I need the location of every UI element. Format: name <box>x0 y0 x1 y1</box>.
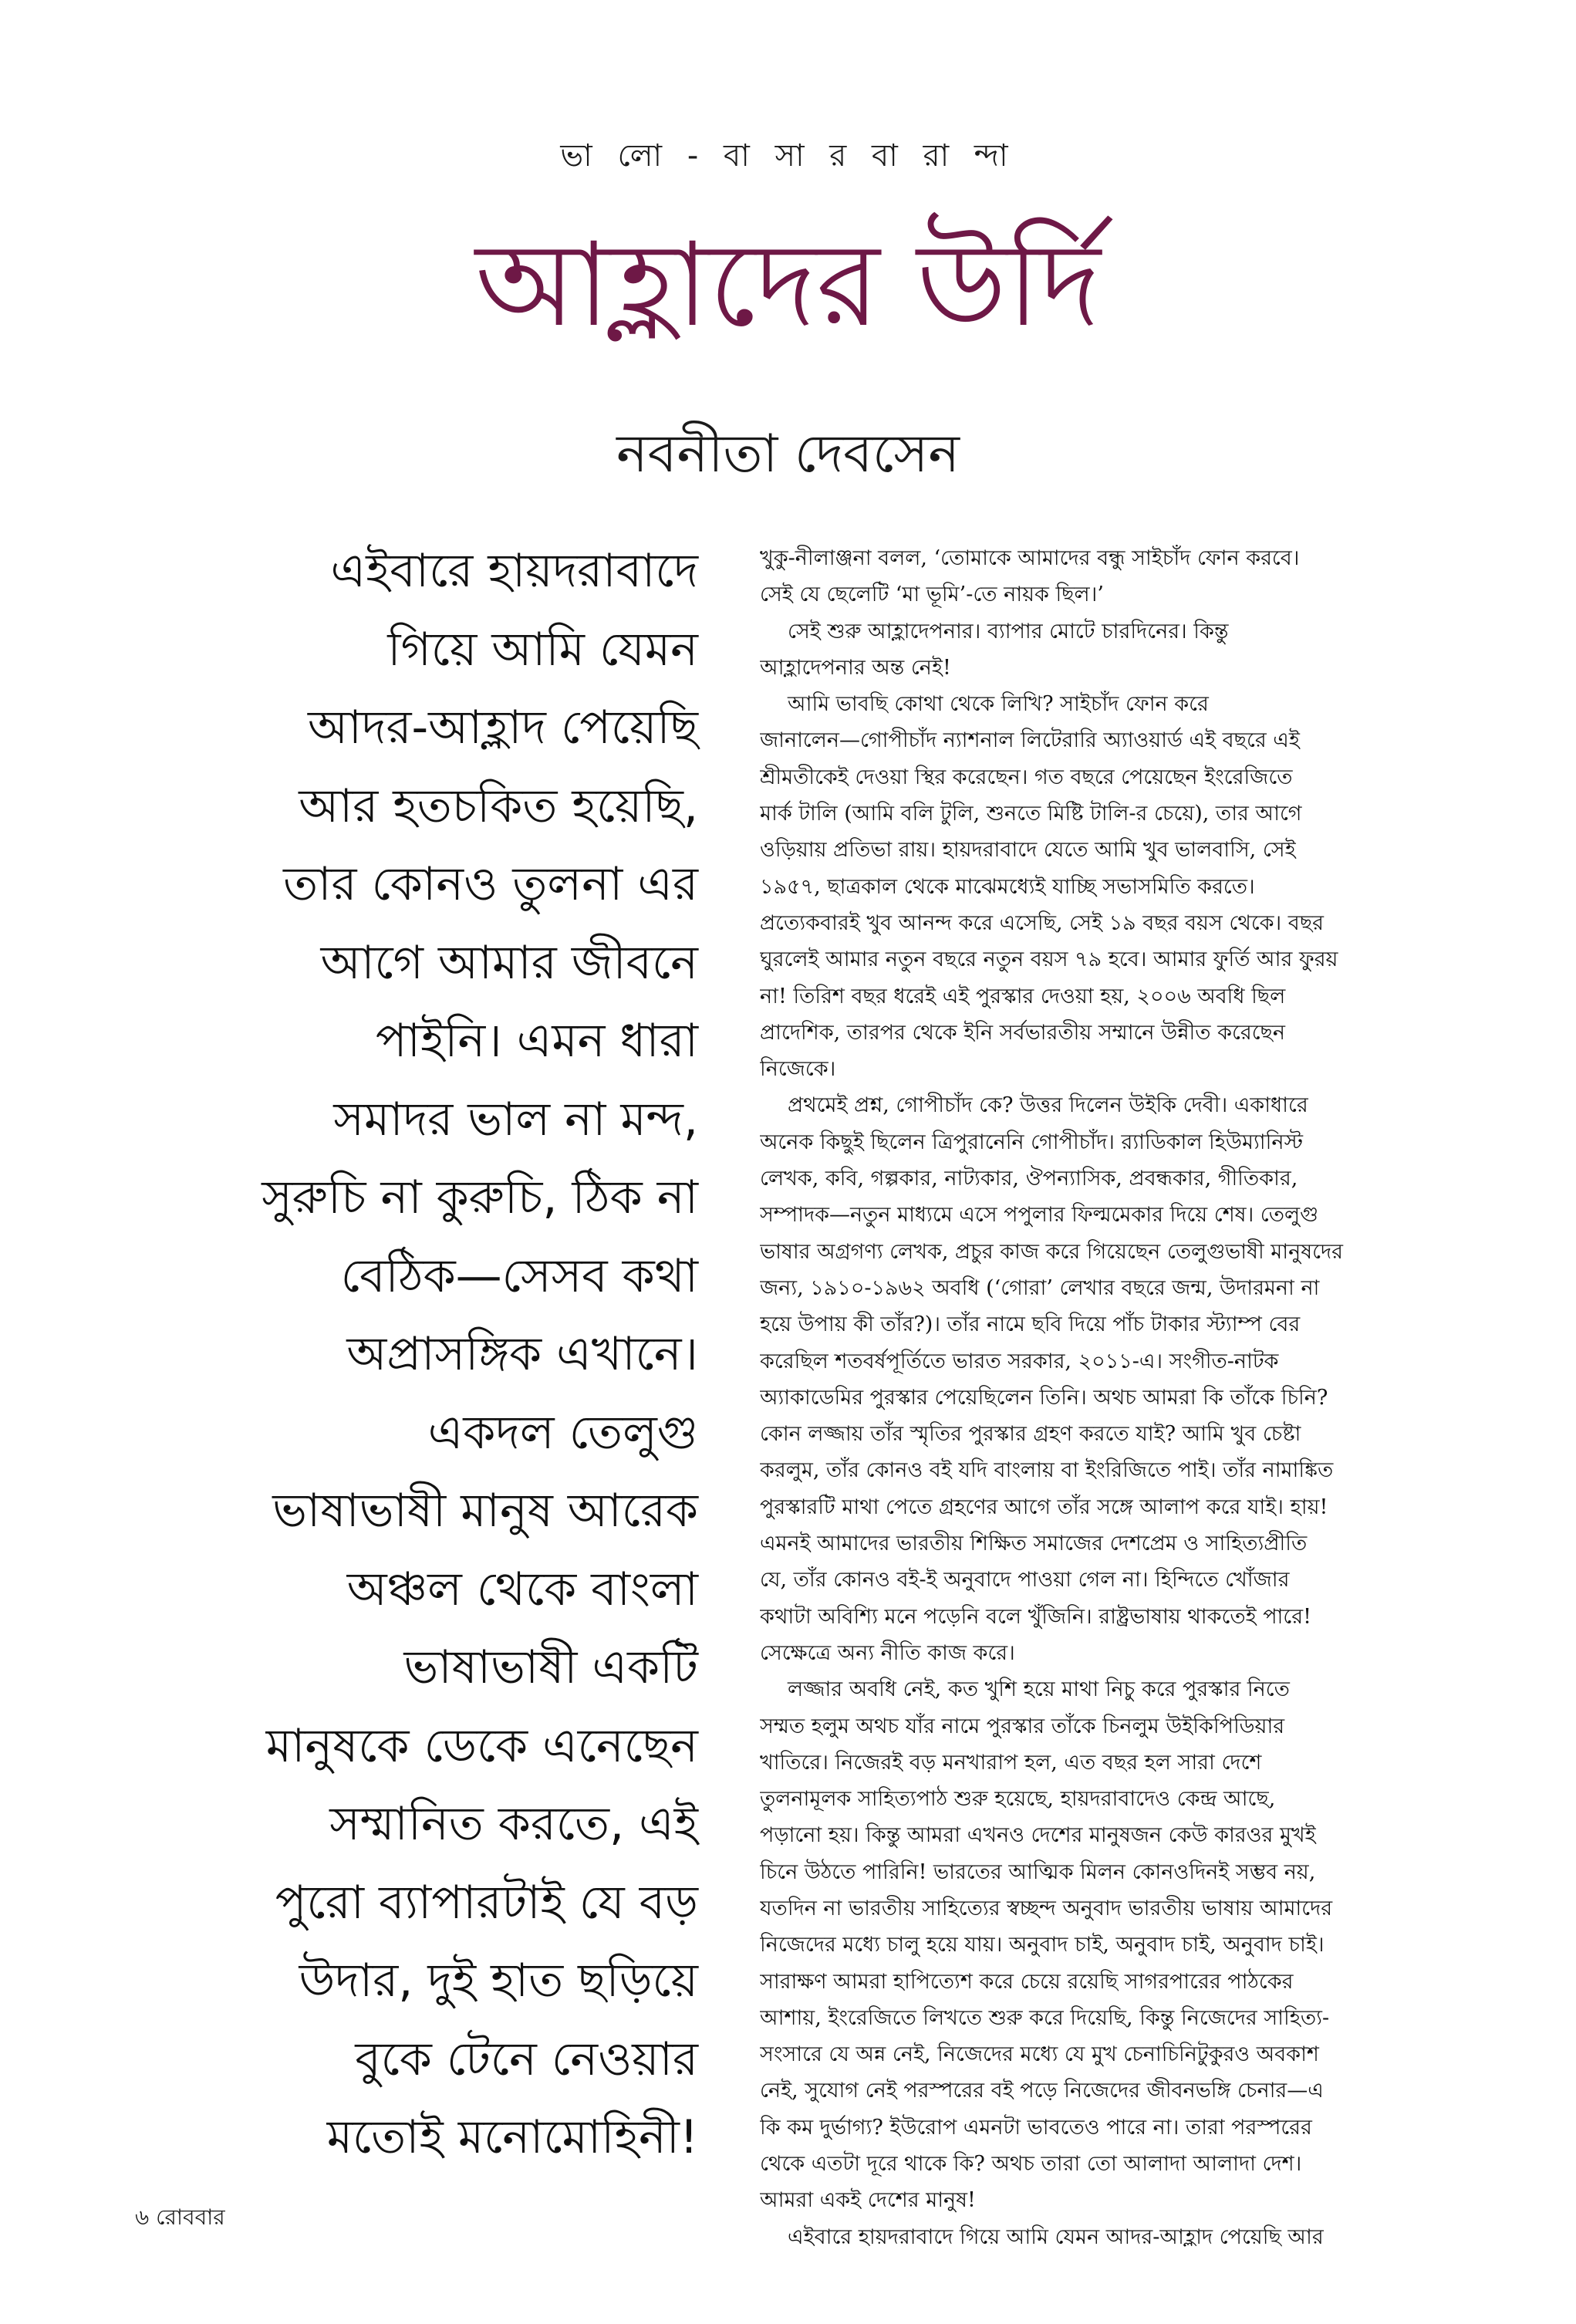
body-text-line: নিজেকে। <box>760 1057 836 1082</box>
body-text-line: আমি ভাবছি কোথা থেকে লিখি? সাইচাঁদ ফোন করে <box>788 692 1209 717</box>
body-text-line: খাতিরে। নিজেরই বড় মনখারাপ হল, এত বছর হল সারা দেশে <box>760 1750 1262 1775</box>
body-text-line: সম্মত হলুম অথচ যাঁর নামে পুরস্কার তাঁকে চিনলুম উইকিপিডিয়ার <box>760 1714 1285 1738</box>
pull-quote-line: একদল তেলুগু <box>427 1405 698 1460</box>
body-text-line: জানালেন—গোপীচাঁদ ন্যাশনাল লিটেরারি অ্যাওয়ার্ড এই বছরে এই <box>760 728 1300 753</box>
body-text-line: সংসারে যে অন্ন নেই, নিজেদের মধ্যে যে মুখ চেনাচিনিটুকুরও অবকাশ <box>760 2042 1319 2067</box>
body-text-line: হয়ে উপায় কী তাঁর?)। তাঁর নামে ছবি দিয়ে পাঁচ টাকার স্ট্যাম্প বের <box>760 1312 1301 1337</box>
pull-quote <box>139 532 698 2177</box>
article-title: আহ্লাদের উর্দি <box>475 218 1101 353</box>
body-text-line: খুকু-নীলাঞ্জনা বলল, ‘তোমাকে আমাদের বন্ধু সাইচাঁদ ফোন করবে। <box>760 546 1300 570</box>
body-text-line: এইবারে হায়দরাবাদে গিয়ে আমি যেমন আদর-আহ্লাদ পেয়েছি আর <box>788 2224 1324 2249</box>
pull-quote-line: পুরো ব্যাপারটাই যে বড় <box>275 1875 698 1930</box>
body-text-line: প্রথমেই প্রশ্ন, গোপীচাঁদ কে? উত্তর দিলেন উইকি দেবী। একাধারে <box>788 1093 1308 1118</box>
page-footer: ৬ রোববার <box>135 2204 225 2230</box>
body-text-line: অ্যাকাডেমির পুরস্কার পেয়েছিলেন তিনি। অথচ আমরা কি তাঁকে চিনি? <box>760 1385 1328 1410</box>
pull-quote-line: আগে আমার জীবনে <box>320 935 698 990</box>
body-text-line: যতদিন না ভারতীয় সাহিত্যের স্বচ্ছন্দ অনুবাদ ভারতীয় ভাষায় আমাদের <box>760 1896 1333 1920</box>
body-text-line: আমরা একই দেশের মানুষ! <box>760 2188 976 2213</box>
pull-quote-line: আদর-আহ্লাদ পেয়েছি <box>308 701 698 755</box>
body-text-line: সেই শুরু আহ্লাদেপনার। ব্যাপার মোটে চারদিনের। কিন্তু <box>788 619 1229 643</box>
column-kicker: ভা লো - বা সা র বা রা ন্দা <box>560 138 1016 174</box>
body-column <box>760 540 1443 2255</box>
body-text-line: নিজেদের মধ্যে চালু হয়ে যায়। অনুবাদ চাই, অনুবাদ চাই, অনুবাদ চাই। <box>760 1933 1325 1957</box>
body-text-line: কোন লজ্জায় তাঁর স্মৃতির পুরস্কার গ্রহণ করতে যাই? আমি খুব চেষ্টা <box>760 1422 1301 1447</box>
body-text-line: জন্য, ১৯১০-১৯৬২ অবধি (‘গোরা’ লেখার বছরে জন্ম, উদারমনা না <box>760 1275 1320 1300</box>
pull-quote-line: ভাষাভাষী মানুষ আরেক <box>272 1484 698 1538</box>
body-text-line: আশায়, ইংরেজিতে লিখতে শুরু করে দিয়েছি, কিন্তু নিজেদের সাহিত্য- <box>760 2005 1330 2030</box>
body-text-line: পড়ানো হয়। কিন্তু আমরা এখনও দেশের মানুষজন কেউ কারওর মুখই <box>760 1823 1316 1848</box>
pull-quote-line: আর হতচকিত হয়েছি, <box>299 779 698 833</box>
pull-quote-line: গিয়ে আমি যেমন <box>387 622 698 677</box>
pull-quote-line: অপ্রাসঙ্গিক এখানে। <box>346 1327 698 1381</box>
pull-quote-line: সমাদর ভাল না মন্দ, <box>333 1092 698 1147</box>
body-text-line: করলুম, তাঁর কোনও বই যদি বাংলায় বা ইংরিজিতে পাই। তাঁর নামাঙ্কিত <box>760 1458 1334 1483</box>
body-text-line: অনেক কিছুই ছিলেন ত্রিপুরানেনি গোপীচাঁদ। র‍্যাডিকাল হিউম্যানিস্ট <box>760 1130 1303 1154</box>
body-text-line: আহ্লাদেপনার অন্ত নেই! <box>760 655 951 680</box>
pull-quote-line: উদার, দুই হাত ছড়িয়ে <box>299 1954 698 2008</box>
pull-quote-line: বুকে টেনে নেওয়ার <box>355 2032 698 2086</box>
body-text-line: সেক্ষেত্রে অন্য নীতি কাজ করে। <box>760 1640 1015 1665</box>
body-text-line: লজ্জার অবধি নেই, কত খুশি হয়ে মাথা নিচু করে পুরস্কার নিতে <box>788 1677 1290 1702</box>
body-text-line: কি কম দুর্ভাগ্য? ইউরোপ এমনটা ভাবতেও পারে না। তারা পরস্পরের <box>760 2115 1312 2140</box>
pull-quote-line: সম্মানিত করতে, এই <box>329 1797 698 1851</box>
body-text-line: কথাটা অবিশ্যি মনে পড়েনি বলে খুঁজিনি। রাষ্ট্রভাষায় থাকতেই পারে! <box>760 1604 1311 1629</box>
body-text-line: ভাষার অগ্রগণ্য লেখক, প্রচুর কাজ করে গিয়েছেন তেলুগুভাষী মানুষদের <box>760 1239 1343 1264</box>
body-text-line: ওড়িয়ায় প্রতিভা রায়। হায়দরাবাদে যেতে আমি খুব ভালবাসি, সেই <box>760 838 1296 863</box>
body-text-line: ১৯৫৭, ছাত্রকাল থেকে মাঝেমধ্যেই যাচ্ছি সভাসমিতি করতে। <box>760 874 1255 899</box>
body-text-line: সম্পাদক—নতুন মাধ্যমে এসে পপুলার ফিল্মমেকার দিয়ে শেষ। তেলুগু <box>760 1203 1319 1228</box>
body-text-line: প্রাদেশিক, তারপর থেকে ইনি সর্বভারতীয় সম্মানে উন্নীত করেছেন <box>760 1020 1286 1045</box>
body-text-line: যে, তাঁর কোনও বই-ই অনুবাদে পাওয়া গেল না। হিন্দিতে খোঁজার <box>760 1568 1290 1593</box>
pull-quote-line: বেঠিক—সেসব কথা <box>340 1248 698 1303</box>
body-text-line: নেই, সুযোগ নেই পরস্পরের বই পড়ে নিজেদের জীবনভঙ্গি চেনার—এ <box>760 2079 1324 2103</box>
body-text-line: পুরস্কারটি মাথা পেতে গ্রহণের আগে তাঁর সঙ্গে আলাপ করে যাই। হায়! <box>760 1495 1328 1519</box>
pull-quote-line: তার কোনও তুলনা এর <box>283 857 698 911</box>
body-text-line: সারাক্ষণ আমরা হাপিত্যেশ করে চেয়ে রয়েছি সাগরপারের পাঠকের <box>760 1969 1294 1994</box>
body-text-line: শ্রীমতীকেই দেওয়া স্থির করেছেন। গত বছরে পেয়েছেন ইংরেজিতে <box>760 765 1293 789</box>
author-byline: নবনীতা দেবসেন <box>616 424 960 485</box>
body-text-line: তুলনামূলক সাহিত্যপাঠ শুরু হয়েছে, হায়দরাবাদেও কেন্দ্র আছে, <box>760 1787 1276 1812</box>
pull-quote-line: অঞ্চল থেকে বাংলা <box>346 1562 698 1616</box>
pull-quote-line: মানুষকে ডেকে এনেছেন <box>265 1718 698 1773</box>
pull-quote-line: পাইনি। এমন ধারা <box>375 1014 698 1068</box>
body-text-line: চিনে উঠতে পারিনি! ভারতের আত্মিক মিলন কোনওদিনই সম্ভব নয়, <box>760 1860 1316 1884</box>
body-text-line: না! তিরিশ বছর ধরেই এই পুরস্কার দেওয়া হয়, ২০০৬ অবধি ছিল <box>760 984 1286 1008</box>
pull-quote-line: মতোই মনোমোহিনী! <box>326 2110 698 2164</box>
pull-quote-line: সুরুচি না কুরুচি, ঠিক না <box>262 1170 698 1224</box>
body-text-line: ঘুরলেই আমার নতুন বছরে নতুন বয়স ৭৯ হবে। আমার ফুর্তি আর ফুরয় <box>760 948 1338 972</box>
body-text-line: এমনই আমাদের ভারতীয় শিক্ষিত সমাজের দেশপ্রেম ও সাহিত্যপ্রীতি <box>760 1532 1308 1556</box>
body-text-line: মার্ক টালি (আমি বলি টুলি, শুনতে মিষ্টি টালি-র চেয়ে), তার আগে <box>760 802 1302 826</box>
body-text-line: প্রত্যেকবারই খুব আনন্দ করে এসেছি, সেই ১৯ বছর বয়স থেকে। বছর <box>760 910 1325 935</box>
pull-quote-line: এইবারে হায়দরাবাদে <box>330 544 698 598</box>
body-text-line: সেই যে ছেলেটি ‘মা ভূমি’-তে নায়ক ছিল।’ <box>760 583 1104 607</box>
pull-quote-line: ভাষাভাষী একটি <box>403 1640 698 1694</box>
body-text-line: লেখক, কবি, গল্পকার, নাট্যকার, ঔপন্যাসিক, প্রবন্ধকার, গীতিকার, <box>760 1167 1298 1191</box>
body-text-line: থেকে এতটা দূরে থাকে কি? অথচ তারা তো আলাদা আলাদা দেশ। <box>760 2152 1302 2177</box>
body-text-line: করেছিল শতবর্ষপূর্তিতে ভারত সরকার, ২০১১-এ। সংগীত-নাটক <box>760 1349 1279 1373</box>
